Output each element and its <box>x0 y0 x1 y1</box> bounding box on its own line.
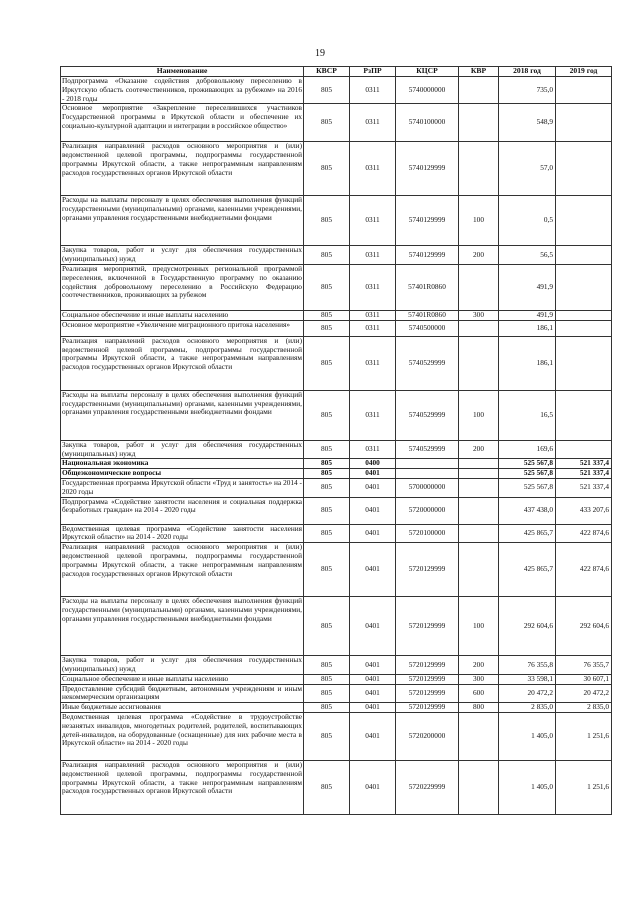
row-rzpr: 0401 <box>350 543 396 597</box>
row-kvr <box>459 497 499 524</box>
row-name: Реализация направлений расходов основного мероприятия и (или) ведомственной целевой программы, подпрограммы государственной программы Иркутской области, а также непрограммным направлениям расходов государственных органов Иркутской области <box>61 142 304 196</box>
row-ksr <box>396 469 459 479</box>
row-2018: 292 604,6 <box>499 597 556 656</box>
row-ksr: 5720000000 <box>396 497 459 524</box>
row-kvsr: 805 <box>304 684 350 703</box>
row-2019: 76 355,7 <box>556 656 612 675</box>
table-row <box>61 246 612 265</box>
row-2018: 76 355,8 <box>499 656 556 675</box>
row-2018: 437 438,0 <box>499 497 556 524</box>
row-kvr: 100 <box>459 196 499 246</box>
row-ksr: 5720129999 <box>396 684 459 703</box>
header-name: Наименование <box>61 67 304 77</box>
row-kvr <box>459 760 499 814</box>
row-2018: 0,5 <box>499 196 556 246</box>
row-rzpr: 0311 <box>350 246 396 265</box>
row-kvr <box>459 320 499 336</box>
row-rzpr: 0401 <box>350 703 396 713</box>
row-ksr: 5720129999 <box>396 597 459 656</box>
table-body <box>61 77 612 815</box>
row-ksr: 5740129999 <box>396 196 459 246</box>
row-kvsr: 805 <box>304 104 350 142</box>
row-2018: 425 865,7 <box>499 524 556 543</box>
row-ksr: 57401R0860 <box>396 264 459 310</box>
row-kvsr: 805 <box>304 264 350 310</box>
row-2018: 57,0 <box>499 142 556 196</box>
row-2019 <box>556 77 612 104</box>
row-rzpr: 0401 <box>350 597 396 656</box>
table-row <box>61 674 612 684</box>
row-ksr: 5700000000 <box>396 478 459 497</box>
row-kvsr: 805 <box>304 712 350 760</box>
row-rzpr: 0311 <box>350 440 396 459</box>
row-kvr <box>459 469 499 479</box>
table-row <box>61 656 612 675</box>
row-kvr: 800 <box>459 703 499 713</box>
row-2018: 1 405,0 <box>499 760 556 814</box>
table-row <box>61 440 612 459</box>
row-kvr: 600 <box>459 684 499 703</box>
table-row <box>61 543 612 597</box>
row-2019 <box>556 336 612 390</box>
row-2019: 30 607,1 <box>556 674 612 684</box>
header-kvr: КВР <box>459 67 499 77</box>
row-ksr: 5740100000 <box>396 104 459 142</box>
row-name: Социальное обеспечение и иные выплаты населению <box>61 674 304 684</box>
row-kvsr: 805 <box>304 336 350 390</box>
table-row <box>61 336 612 390</box>
row-kvsr: 805 <box>304 459 350 469</box>
row-2018: 1 405,0 <box>499 712 556 760</box>
row-2018: 491,9 <box>499 264 556 310</box>
row-kvr: 200 <box>459 656 499 675</box>
row-2019 <box>556 142 612 196</box>
row-2018: 16,5 <box>499 390 556 440</box>
table-header-row <box>61 67 612 77</box>
row-kvr <box>459 712 499 760</box>
row-name: Подпрограмма «Содействие занятости населения и социальная поддержка безработных граждан» на 2014 - 2020 годы <box>61 497 304 524</box>
row-kvsr: 805 <box>304 469 350 479</box>
row-kvsr: 805 <box>304 760 350 814</box>
row-kvsr: 805 <box>304 142 350 196</box>
row-kvsr: 805 <box>304 497 350 524</box>
row-rzpr: 0311 <box>350 320 396 336</box>
row-kvr <box>459 478 499 497</box>
row-2018: 525 567,8 <box>499 459 556 469</box>
row-kvsr: 805 <box>304 543 350 597</box>
row-rzpr: 0311 <box>350 196 396 246</box>
row-name: Реализация направлений расходов основного мероприятия и (или) ведомственной целевой программы, подпрограммы государственной программы Иркутской области, а также непрограммным направлениям расходов государственных органов Иркутской области <box>61 336 304 390</box>
row-name: Закупка товаров, работ и услуг для обеспечения государственных (муниципальных) нужд <box>62 245 302 264</box>
row-kvsr: 805 <box>304 656 350 675</box>
row-rzpr: 0311 <box>350 104 396 142</box>
row-2018: 491,9 <box>499 310 556 320</box>
page-number: 19 <box>315 48 325 59</box>
row-2019: 433 207,6 <box>556 497 612 524</box>
row-rzpr: 0311 <box>350 336 396 390</box>
row-ksr: 5740529999 <box>396 440 459 459</box>
row-kvsr: 805 <box>304 310 350 320</box>
row-ksr: 5720229999 <box>396 760 459 814</box>
table-row <box>61 524 612 543</box>
row-kvr <box>459 336 499 390</box>
header-ksr: КЦСР <box>396 67 459 77</box>
row-name: Закупка товаров, работ и услуг для обеспечения государственных (муниципальных) нужд <box>62 655 302 673</box>
row-kvsr: 805 <box>304 196 350 246</box>
row-ksr: 5740129999 <box>396 246 459 265</box>
table-row <box>61 703 612 713</box>
row-2018: 20 472,2 <box>499 684 556 703</box>
row-2018: 186,1 <box>499 336 556 390</box>
row-name: Предоставление субсидий бюджетным, автономным учреждениям и иным некоммерческим организациям <box>62 684 302 702</box>
row-kvr <box>459 459 499 469</box>
row-2019: 1 251,6 <box>556 760 612 814</box>
row-rzpr: 0401 <box>350 497 396 524</box>
row-kvr: 100 <box>459 390 499 440</box>
row-2018: 525 567,8 <box>499 469 556 479</box>
row-rzpr: 0311 <box>350 142 396 196</box>
row-ksr: 5720200000 <box>396 712 459 760</box>
row-2019: 521 337,4 <box>556 478 612 497</box>
table-row <box>61 684 612 703</box>
row-name: Основное мероприятие «Увеличение миграционного притока населения» <box>61 320 304 336</box>
row-kvr: 300 <box>459 674 499 684</box>
row-rzpr: 0401 <box>350 524 396 543</box>
row-rzpr: 0311 <box>350 77 396 104</box>
row-2018: 169,6 <box>499 440 556 459</box>
row-rzpr: 0401 <box>350 674 396 684</box>
row-name: Общеэкономические вопросы <box>61 469 304 479</box>
row-ksr: 5740129999 <box>396 142 459 196</box>
table-row <box>61 142 612 196</box>
row-ksr: 5720129999 <box>396 543 459 597</box>
row-2018: 425 865,7 <box>499 543 556 597</box>
row-kvr: 300 <box>459 310 499 320</box>
row-2019: 521 337,4 <box>556 459 612 469</box>
row-ksr: 5720129999 <box>396 703 459 713</box>
row-2019 <box>556 246 612 265</box>
row-2019: 521 337,4 <box>556 469 612 479</box>
table-row <box>61 196 612 246</box>
row-rzpr: 0400 <box>350 459 396 469</box>
row-name: Расходы на выплаты персоналу в целях обеспечения выполнения функций государственными (муниципальными) органами, казенными учреждениями, органами управления государственными внебюджетными фондами <box>61 196 304 246</box>
table-row <box>61 597 612 656</box>
row-name: Закупка товаров, работ и услуг для обеспечения государственных (муниципальных) нужд <box>62 440 302 458</box>
row-name: Национальная экономика <box>61 459 304 469</box>
row-rzpr: 0401 <box>350 760 396 814</box>
row-kvsr: 805 <box>304 77 350 104</box>
row-2019 <box>556 390 612 440</box>
table-row <box>61 712 612 760</box>
row-name: Расходы на выплаты персоналу в целях обеспечения выполнения функций государственными (муниципальными) органами, казенными учреждениями, органами управления государственными внебюджетными фондами <box>61 597 304 656</box>
row-ksr: 5740529999 <box>396 336 459 390</box>
row-2019 <box>556 440 612 459</box>
row-rzpr: 0401 <box>350 712 396 760</box>
row-ksr <box>396 459 459 469</box>
row-name: Основное мероприятие «Закрепление переселившихся участников Государственной программы в Иркутской области и обеспечение их социально-культурной адаптации и интеграции в российское общество» <box>61 104 304 142</box>
row-kvsr: 805 <box>304 674 350 684</box>
row-name: Социальное обеспечение и иные выплаты населению <box>61 310 304 320</box>
table-row <box>61 497 612 524</box>
row-2019: 2 835,0 <box>556 703 612 713</box>
row-2019 <box>556 196 612 246</box>
row-ksr: 5740500000 <box>396 320 459 336</box>
row-name: Ведомственная целевая программа «Содействие занятости населения Иркутской области» на 2014 - 2020 годы <box>62 524 302 542</box>
row-kvsr: 805 <box>304 478 350 497</box>
row-2018: 548,9 <box>499 104 556 142</box>
row-name: Реализация направлений расходов основного мероприятия и (или) ведомственной целевой программы, подпрограммы государственной программы Иркутской области, а также непрограммным направлениям расходов государственных органов Иркутской области <box>61 760 304 814</box>
table-row <box>61 459 612 469</box>
row-kvsr: 805 <box>304 246 350 265</box>
row-ksr: 5720129999 <box>396 656 459 675</box>
row-2018: 735,0 <box>499 77 556 104</box>
row-kvr <box>459 524 499 543</box>
row-2019: 422 874,6 <box>556 543 612 597</box>
row-kvr <box>459 142 499 196</box>
row-kvsr: 805 <box>304 524 350 543</box>
row-2018: 2 835,0 <box>499 703 556 713</box>
header-2018: 2018 год <box>499 67 556 77</box>
row-2018: 525 567,8 <box>499 478 556 497</box>
row-2019 <box>556 320 612 336</box>
budget-table <box>60 66 612 815</box>
row-ksr: 5720129999 <box>396 674 459 684</box>
row-ksr: 57401R0860 <box>396 310 459 320</box>
row-ksr: 5740529999 <box>396 390 459 440</box>
row-2019: 292 604,6 <box>556 597 612 656</box>
table-row <box>61 77 612 104</box>
table-row <box>61 320 612 336</box>
row-name: Ведомственная целевая программа «Содействие в трудоустройстве незанятых инвалидов, многодетных родителей, родителей, воспитывающих детей-инвалидов, на оборудованные (оснащенные) для них рабочие места в Иркутской области» на 2014 - 2020 годы <box>61 712 304 760</box>
row-kvr <box>459 543 499 597</box>
row-rzpr: 0401 <box>350 656 396 675</box>
row-rzpr: 0311 <box>350 310 396 320</box>
row-kvsr: 805 <box>304 440 350 459</box>
row-2018: 33 598,1 <box>499 674 556 684</box>
row-rzpr: 0311 <box>350 390 396 440</box>
row-2019 <box>556 310 612 320</box>
header-2019: 2019 год <box>556 67 612 77</box>
row-ksr: 5740000000 <box>396 77 459 104</box>
row-2019: 20 472,2 <box>556 684 612 703</box>
row-name: Расходы на выплаты персоналу в целях обеспечения выполнения функций государственными (муниципальными) органами, казенными учреждениями, органами управления государственными внебюджетными фондами <box>61 390 304 440</box>
row-ksr: 5720100000 <box>396 524 459 543</box>
row-rzpr: 0401 <box>350 469 396 479</box>
row-name: Иные бюджетные ассигнования <box>61 703 304 713</box>
row-kvr <box>459 104 499 142</box>
row-kvsr: 805 <box>304 320 350 336</box>
header-kvsr: КВСР <box>304 67 350 77</box>
header-rzpr: РзПР <box>350 67 396 77</box>
row-name: Государственная программа Иркутской области «Труд и занятость» на 2014 - 2020 годы <box>62 478 302 496</box>
row-name: Подпрограмма «Оказание содействия добровольному переселению в Иркутскую область соотечественников, проживающих за рубежом» на 2016 - 2018 годы <box>62 76 302 103</box>
row-rzpr: 0311 <box>350 264 396 310</box>
row-kvr <box>459 264 499 310</box>
table-row <box>61 104 612 142</box>
row-kvsr: 805 <box>304 703 350 713</box>
row-rzpr: 0401 <box>350 478 396 497</box>
row-rzpr: 0401 <box>350 684 396 703</box>
row-kvsr: 805 <box>304 597 350 656</box>
row-2018: 186,1 <box>499 320 556 336</box>
row-2019 <box>556 264 612 310</box>
table-row <box>61 310 612 320</box>
row-2019: 1 251,6 <box>556 712 612 760</box>
table-row <box>61 469 612 479</box>
table-row <box>61 478 612 497</box>
table-row <box>61 390 612 440</box>
row-kvr: 200 <box>459 440 499 459</box>
row-2019: 422 874,6 <box>556 524 612 543</box>
row-2018: 56,5 <box>499 246 556 265</box>
row-kvr: 200 <box>459 246 499 265</box>
table-row <box>61 264 612 310</box>
row-name: Реализация мероприятий, предусмотренных региональной программой переселения, включенной в Государственную программу по оказанию содействия добровольному переселению в Российскую Федерацию соотечественников, проживающих за рубежом <box>61 264 304 310</box>
row-name: Реализация направлений расходов основного мероприятия и (или) ведомственной целевой программы, подпрограммы государственной программы Иркутской области, а также непрограммным направлениям расходов государственных органов Иркутской области <box>61 543 304 597</box>
row-2019 <box>556 104 612 142</box>
row-kvsr: 805 <box>304 390 350 440</box>
table-row <box>61 760 612 814</box>
row-kvr: 100 <box>459 597 499 656</box>
row-kvr <box>459 77 499 104</box>
